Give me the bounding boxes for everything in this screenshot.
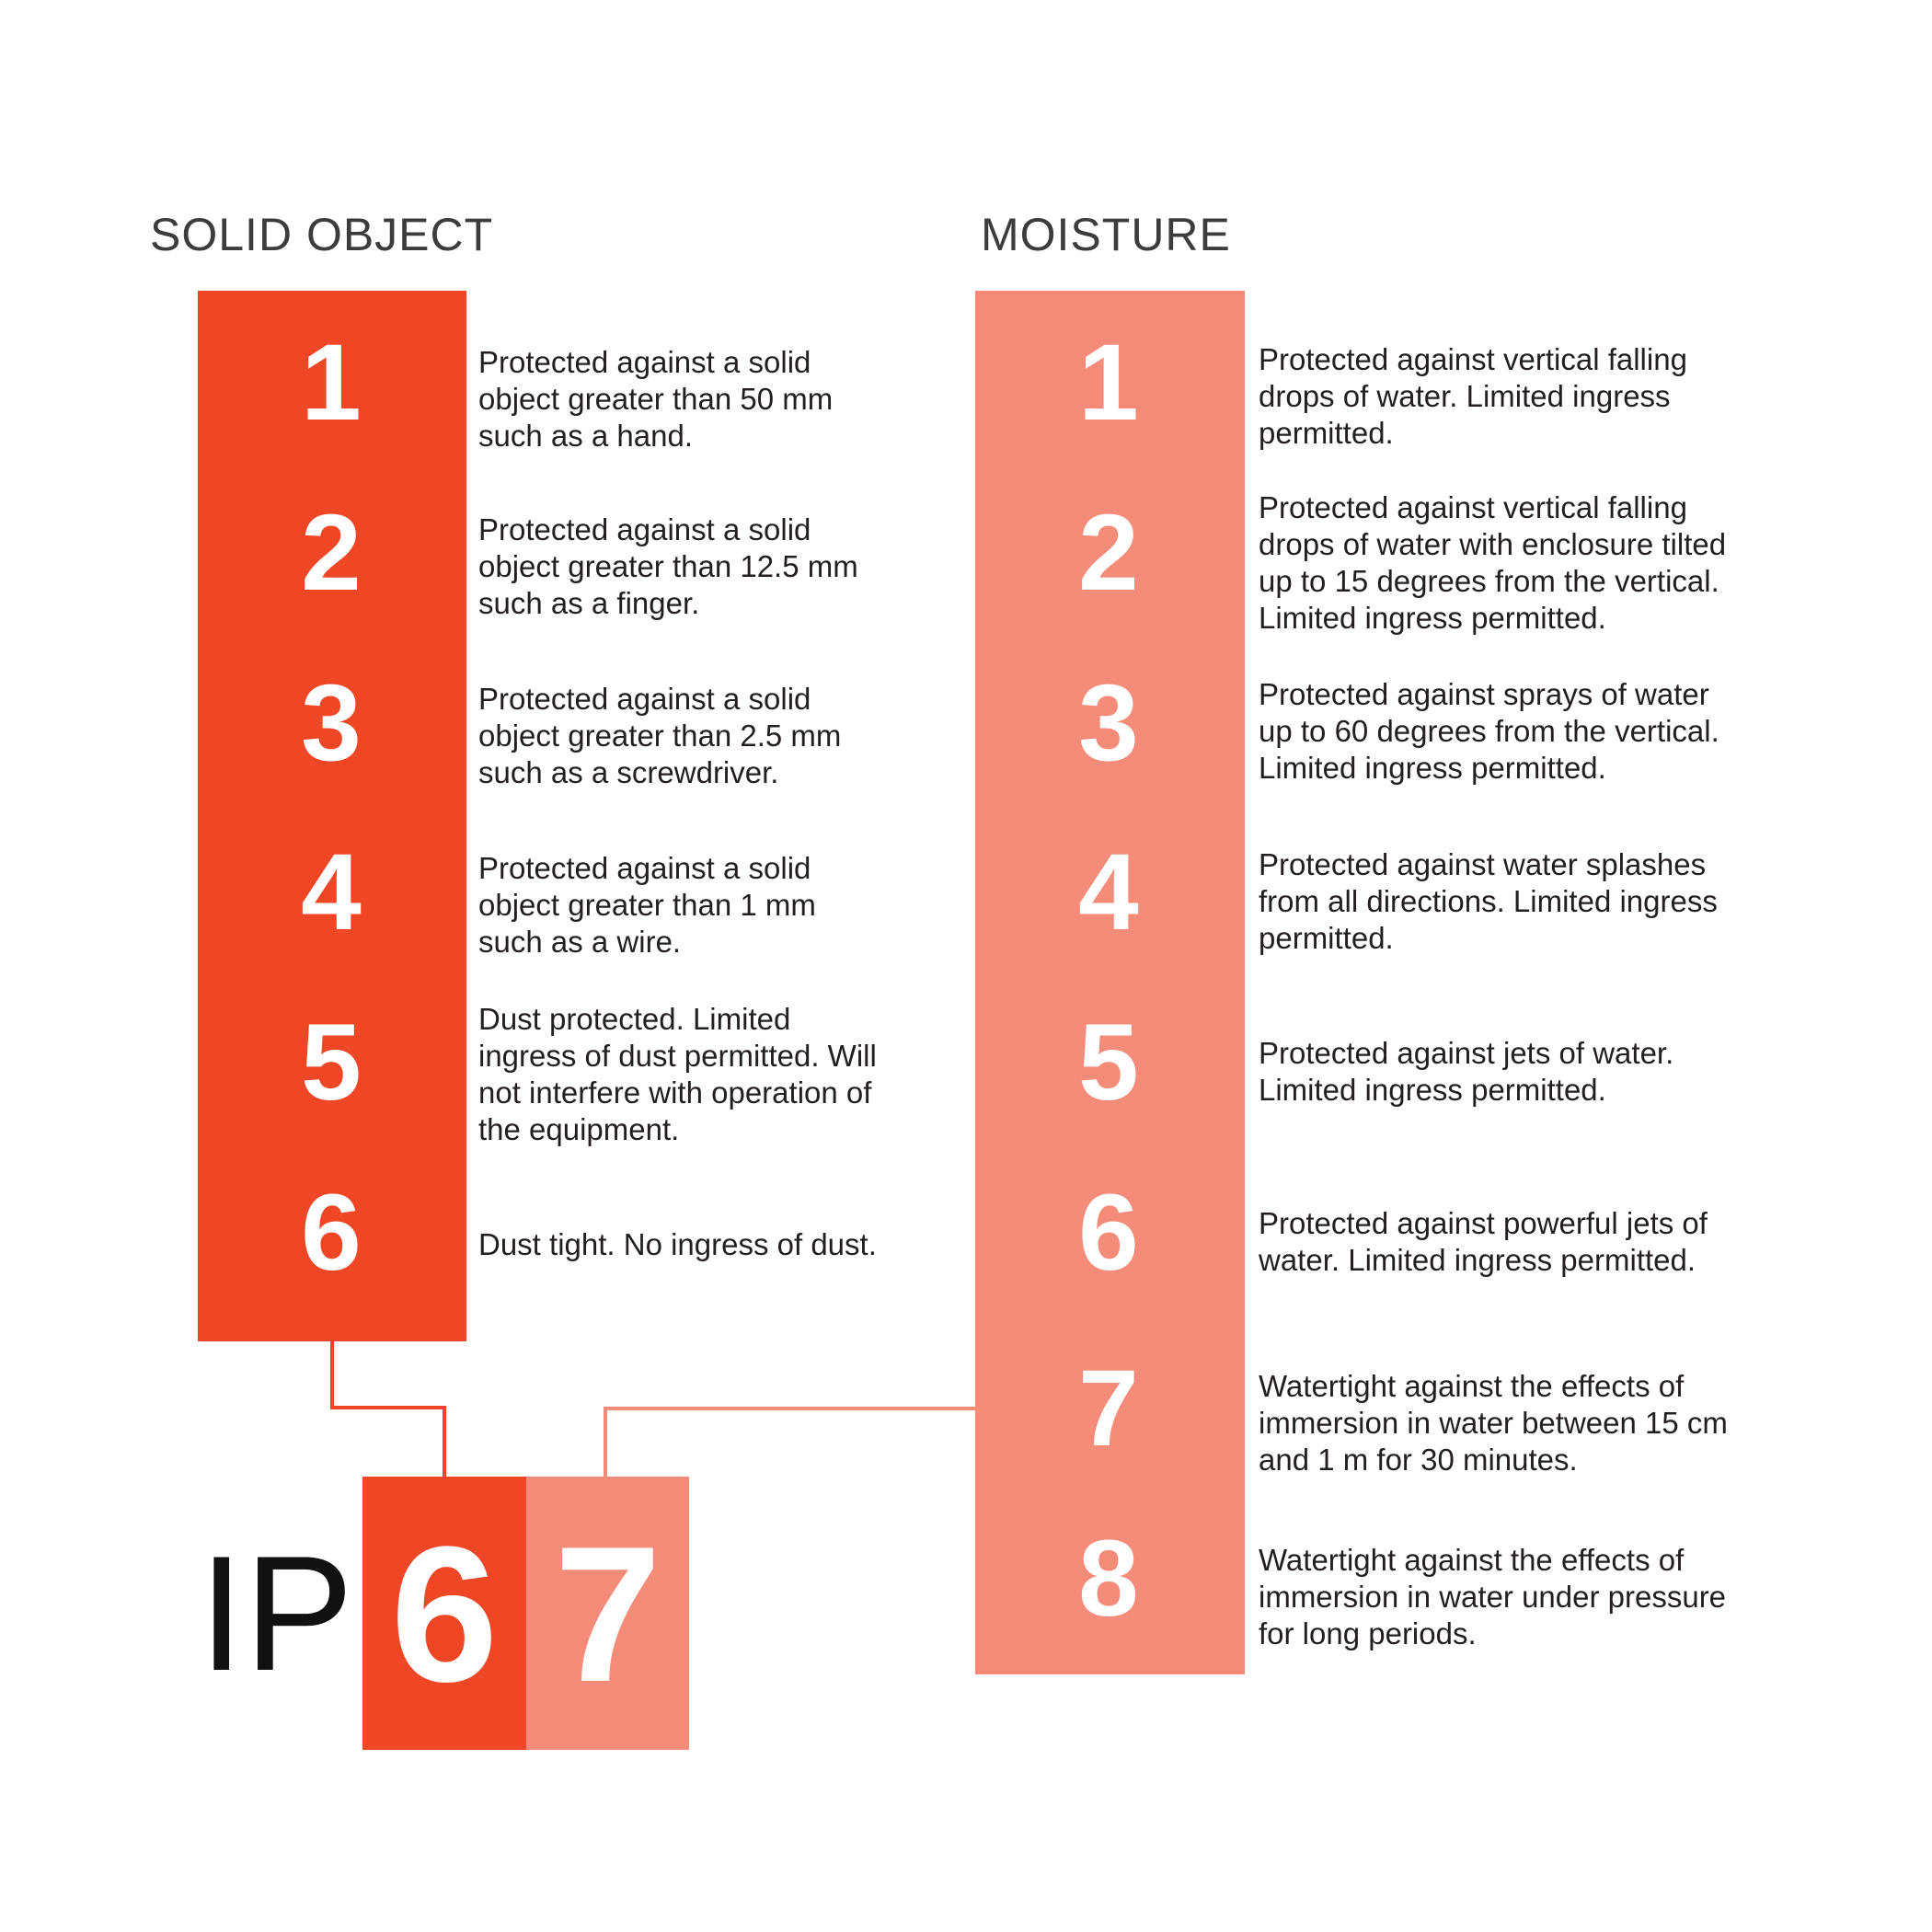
solid-level-description: Dust tight. No ingress of dust.: [478, 1227, 877, 1261]
moisture-level-number: 3: [1078, 662, 1139, 784]
moisture-level-number: 6: [1078, 1172, 1139, 1294]
moisture-level-number: 4: [1078, 832, 1139, 953]
solid-connector-line: [332, 1294, 444, 1477]
moisture-level-number: 2: [1078, 492, 1139, 614]
moisture-level-description: Protected against vertical falling drops of water. Limited ingress permitted.: [1259, 342, 1687, 450]
moisture-level-description: Watertight against the effects of immersion in water under pressure for long periods.: [1259, 1543, 1727, 1650]
moisture-level-description: Watertight against the effects of immersion in water between 15 cm and 1 m for 30 minutes.: [1259, 1369, 1728, 1477]
solid-level-number: 3: [301, 662, 362, 784]
solid-level-number: 4: [301, 832, 362, 953]
solid-level-description: Protected against a solid object greater than 1 mm such as a wire.: [478, 851, 816, 959]
solid-level-number: 1: [301, 322, 362, 443]
solid-level-number: 5: [301, 1002, 362, 1123]
moisture-level-number: 8: [1078, 1518, 1139, 1639]
solid-level-number: 2: [301, 492, 362, 614]
moisture-level-number: 1: [1078, 322, 1139, 443]
moisture-level-description: Protected against powerful jets of water. Limited ingress permitted.: [1259, 1206, 1708, 1277]
moisture-level-description: Protected against water splashes from all directions. Limited ingress permitted.: [1259, 847, 1718, 955]
ip-prefix: IP: [199, 1522, 354, 1705]
solid-object-heading: SOLID OBJECT: [150, 209, 494, 260]
solid-level-description: Dust protected. Limited ingress of dust permitted. Will not interfere with operation of the equipment.: [478, 1002, 877, 1146]
moisture-level-description: Protected against jets of water. Limited ingress permitted.: [1259, 1036, 1674, 1107]
solid-level-description: Protected against a solid object greater than 12.5 mm such as a finger.: [478, 512, 858, 620]
moisture-connector-line: [605, 1409, 1024, 1477]
moisture-level-number: 5: [1078, 1002, 1139, 1123]
moisture-level-description: Protected against sprays of water up to 60 degrees from the vertical. Limited ingress permitted.: [1259, 677, 1719, 785]
rating-solid-digit: 6: [390, 1506, 499, 1722]
solid-level-description: Protected against a solid object greater than 50 mm such as a hand.: [478, 345, 834, 453]
moisture-heading: MOISTURE: [981, 209, 1231, 260]
moisture-level-description: Protected against vertical falling drops of water with enclosure tilted up to 15 degrees from the vertical. Limited ingress permitted.: [1259, 490, 1727, 635]
rating-moisture-digit: 7: [554, 1506, 661, 1722]
solid-level-description: Protected against a solid object greater than 2.5 mm such as a screwdriver.: [478, 682, 842, 789]
solid-level-number: 6: [301, 1172, 362, 1294]
moisture-level-number: 7: [1078, 1348, 1139, 1469]
